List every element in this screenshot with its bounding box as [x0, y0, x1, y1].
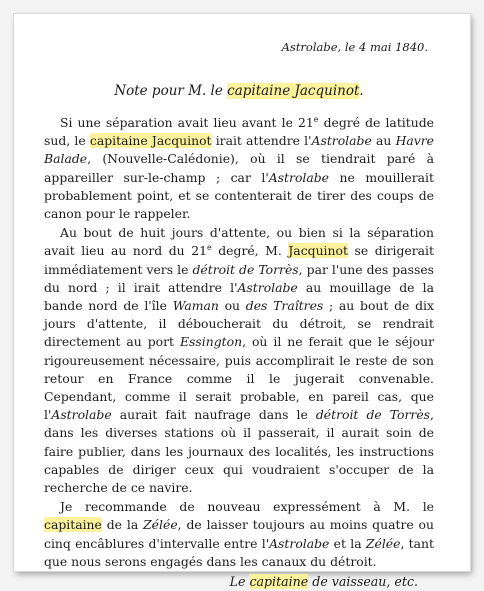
- ship-name: Zélée: [365, 535, 401, 551]
- text-run: , dans les diverses stations où il passerait, il aurait soin de faire publier, dans les journaux des localités, les instructions capables de diriger ceux qui voudraient s'occuper de la recherche de ce navire.: [44, 407, 434, 496]
- text-run: Au bout de huit jours d'attente, ou bien si la séparation avait lieu au nord du: [44, 225, 434, 259]
- text-run: , (Nouvelle-Calédonie), où il se tiendrait paré à appareiller sur-le-champ ; car l': [44, 151, 434, 185]
- document-page: [14, 14, 470, 590]
- text-run: aurait fait naufrage dans le: [111, 407, 316, 423]
- note-heading: [44, 82, 434, 100]
- text-run: Je recommande de nouveau expressément à M. le: [60, 499, 434, 515]
- text-run: se dirigerait immédiatement vers le: [44, 243, 434, 277]
- text-run: ne mouillerait probablement point, et se contenterait de tirer des coups de canon pour le rappeler.: [44, 169, 434, 222]
- text-run: ou: [218, 298, 246, 314]
- ship-name: Zélée: [143, 517, 178, 533]
- highlight-jacquinot: Jacquinot: [288, 243, 348, 259]
- paragraph-2: [44, 224, 434, 497]
- ship-name: Astrolabe: [51, 407, 112, 423]
- degree-number: 21: [298, 115, 314, 130]
- ship-name: Astrolabe: [269, 535, 330, 551]
- ship-name: Astrolabe: [268, 169, 330, 185]
- text-run: ; au bout de dix jours d'attente, il déboucherait du détroit, se rendrait directement au port: [44, 298, 434, 350]
- text-run: au: [371, 133, 396, 149]
- highlight-capitaine-jacquinot: capitaine Jacquinot: [89, 133, 212, 149]
- ship-name: Astrolabe: [237, 279, 298, 295]
- highlight-capitaine-jacquinot: capitaine Jacquinot: [227, 83, 360, 99]
- heading-suffix: .: [359, 83, 364, 99]
- highlight-capitaine: capitaine: [44, 517, 102, 533]
- paragraph-3: [44, 498, 434, 571]
- superscript: e: [313, 114, 319, 124]
- ship-name: Astrolabe: [311, 133, 372, 149]
- place-name: Havre Balade: [44, 133, 435, 167]
- place-name: détroit de Torrès: [192, 261, 299, 277]
- paragraph-1: [44, 114, 434, 223]
- place-name: détroit de Torrès: [315, 407, 431, 423]
- place-name: Waman: [172, 298, 219, 314]
- place-name: des Traîtres: [245, 298, 324, 314]
- text-run: , tant que nous serons engagés dans les canaux du détroit.: [44, 535, 435, 569]
- text-run: de la: [101, 517, 144, 533]
- highlight-capitaine: capitaine: [249, 574, 309, 590]
- text-run: au mouillage de la bande nord de l'île: [44, 279, 434, 314]
- place-name: Essington: [180, 334, 243, 350]
- superscript: e: [206, 243, 212, 253]
- degree-number: 21: [191, 243, 207, 259]
- text-run: degré de latitude sud, le: [44, 115, 434, 149]
- text-run: degré, M.: [211, 243, 289, 259]
- heading-prefix: Note pour M. le: [114, 83, 228, 99]
- text-run: , où il ne ferait que le séjour rigoureusement nécessaire, puis accomplirait le reste de son retour en France comme il le jugerait convenable. Cependant, comme il serait probable, en pareil cas, que l': [44, 334, 435, 423]
- text-run: de vaisseau, etc.: [308, 574, 418, 590]
- text-run: , de laisser toujours au moins quatre ou cinq encâblures d'intervalle entre l': [44, 517, 434, 551]
- text-run: Si une séparation avait lieu avant le: [60, 115, 298, 130]
- dateline-text: Astrolabe, le 4 mai 1840.: [281, 40, 428, 54]
- closing-signature: [44, 573, 434, 591]
- text-run: et la: [329, 535, 366, 551]
- dateline: [44, 40, 434, 54]
- text-run: Le: [229, 574, 250, 590]
- text-run: , par l'une des passes du nord ; il irait attendre l': [44, 261, 435, 295]
- text-run: irait attendre l': [211, 133, 312, 149]
